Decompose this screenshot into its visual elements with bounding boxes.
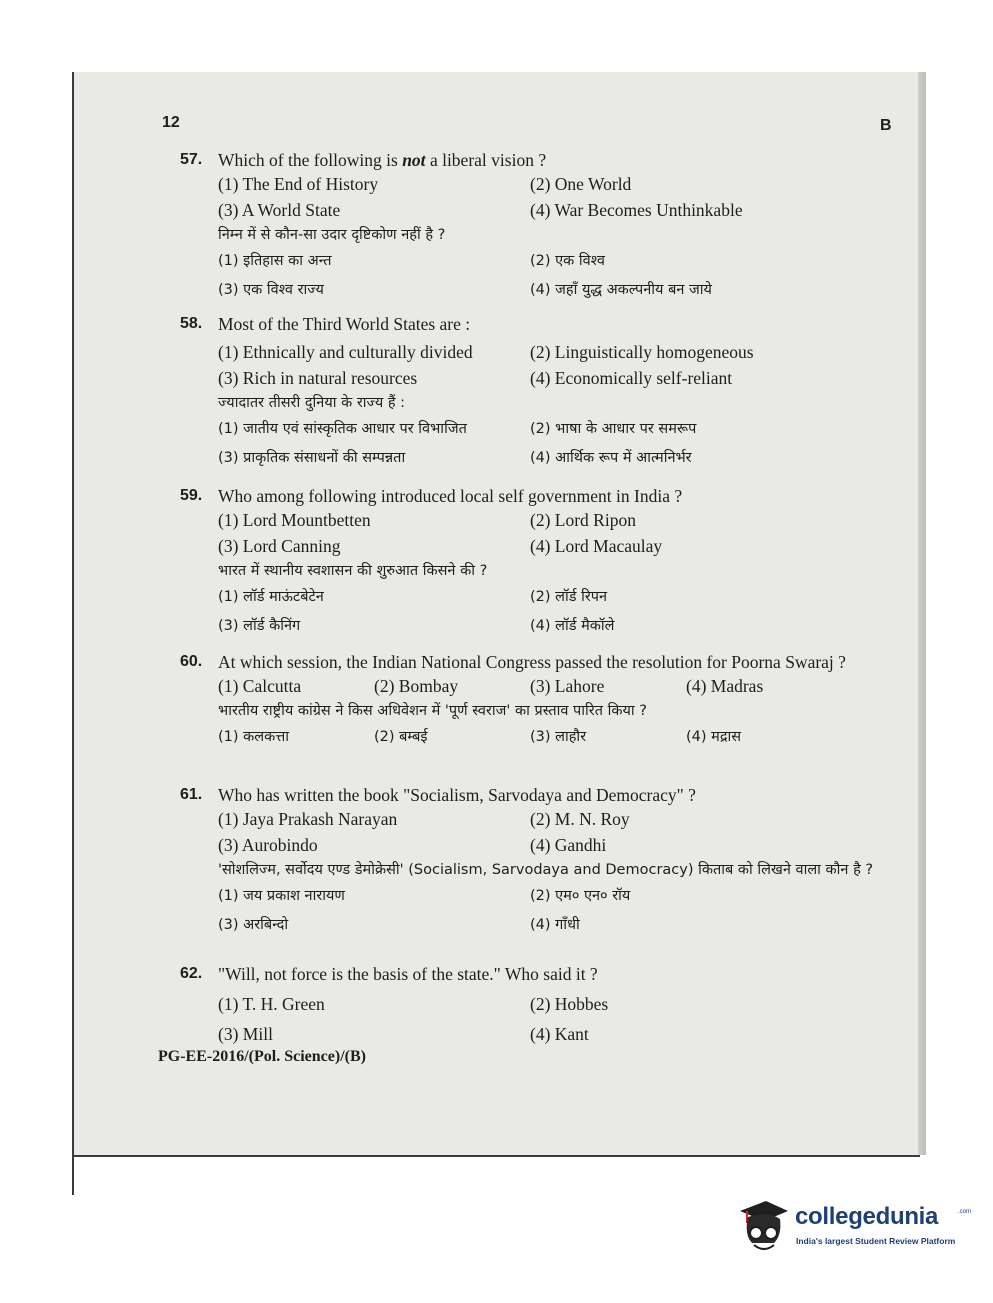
option: (3) A World State (218, 200, 341, 220)
options-hindi (218, 724, 880, 751)
option: (3) Lahore (530, 676, 605, 696)
option: (1) इतिहास का अन्त (218, 253, 332, 269)
question-60 (180, 650, 880, 751)
question-text: Who among following introduced local self government in India ? (218, 486, 683, 506)
options (218, 807, 880, 857)
student-mascot-icon (738, 1197, 790, 1255)
option: (3) Mill (218, 1024, 273, 1044)
question-number: 57. (180, 151, 203, 168)
option: (4) Madras (686, 676, 764, 696)
option: (2) भाषा के आधार पर समरूप (530, 421, 697, 437)
option: (1) Jaya Prakash Narayan (218, 809, 398, 829)
question-text: Most of the Third World States are : (218, 314, 471, 334)
options-hindi (218, 584, 880, 640)
option: (3) Aurobindo (218, 835, 318, 855)
option: (4) गाँधी (530, 917, 580, 933)
question-61 (180, 783, 880, 939)
options-hindi (218, 248, 880, 304)
brand-suffix: .com (958, 1209, 972, 1215)
option: (4) लॉर्ड मैकॉले (530, 618, 615, 634)
options (218, 508, 880, 558)
option: (4) Gandhi (530, 835, 607, 855)
option: (1) जय प्रकाश नारायण (218, 888, 345, 904)
question-text-hindi: निम्न में से कौन-सा उदार दृष्टिकोण नहीं है ? (218, 227, 446, 243)
option: (1) लॉर्ड माऊंटबेटेन (218, 589, 324, 605)
option: (1) कलकत्ता (218, 729, 290, 745)
option: (1) The End of History (218, 174, 379, 194)
option: (2) एम० एन० रॉय (530, 888, 631, 904)
question-62 (180, 962, 880, 1046)
option: (4) Lord Macaulay (530, 536, 663, 556)
options-hindi (218, 883, 880, 939)
option: (1) Ethnically and culturally divided (218, 342, 473, 362)
options (218, 992, 880, 1046)
option: (1) जातीय एवं सांस्कृतिक आधार पर विभाजित (218, 421, 467, 437)
question-58 (180, 312, 880, 472)
question-text: Who has written the book "Socialism, Sarvodaya and Democracy" ? (218, 785, 696, 805)
option: (3) प्राकृतिक संसाधनों की सम्पन्नता (218, 450, 406, 466)
options (218, 340, 880, 390)
option: (3) Lord Canning (218, 536, 341, 556)
options-hindi (218, 416, 880, 472)
option: (3) लाहौर (530, 729, 587, 745)
question-57 (180, 148, 880, 304)
option: (2) लॉर्ड रिपन (530, 589, 608, 605)
paper-set: B (880, 117, 892, 134)
question-text: "Will, not force is the basis of the state." Who said it ? (218, 964, 598, 984)
question-text-hindi: भारत में स्थानीय स्वशासन की शुरुआत किसने की ? (218, 563, 488, 579)
option: (2) एक विश्व (530, 253, 605, 269)
option: (3) Rich in natural resources (218, 368, 418, 388)
question-number: 61. (180, 786, 203, 803)
option: (3) अरबिन्दो (218, 917, 289, 933)
page-edge-shadow (918, 72, 926, 1155)
question-text-hindi: भारतीय राष्ट्रीय कांग्रेस ने किस अधिवेशन में 'पूर्ण स्वराज' का प्रस्ताव पारित किया ? (218, 703, 647, 719)
option: (2) बम्बई (374, 729, 428, 745)
scanned-page (72, 72, 920, 1157)
page-number: 12 (162, 114, 180, 131)
option: (4) जहाँ युद्ध अकल्पनीय बन जाये (530, 282, 712, 298)
question-number: 59. (180, 487, 203, 504)
option: (4) Economically self-reliant (530, 368, 733, 388)
question-text: Which of the following is not a liberal vision ? (218, 150, 547, 170)
question-number: 60. (180, 653, 203, 670)
question-text: At which session, the Indian National Congress passed the resolution for Poorna Swaraj ? (218, 652, 846, 672)
option: (3) लॉर्ड कैनिंग (218, 618, 301, 634)
option: (3) एक विश्व राज्य (218, 282, 324, 298)
options (218, 674, 880, 698)
brand-logo (738, 1197, 972, 1257)
brand-name: collegedunia (795, 1203, 939, 1230)
option: (1) T. H. Green (218, 994, 325, 1014)
brand-tagline: India's largest Student Review Platform (796, 1236, 956, 1246)
option: (2) Hobbes (530, 994, 609, 1014)
options (218, 172, 880, 222)
question-text-hindi: ज्यादातर तीसरी दुनिया के राज्य हैं : (218, 395, 406, 411)
question-59 (180, 484, 880, 640)
option: (2) Linguistically homogeneous (530, 342, 754, 362)
binder-line (72, 1157, 74, 1195)
option: (2) M. N. Roy (530, 809, 630, 829)
question-number: 58. (180, 315, 203, 332)
question-text-hindi: 'सोशलिज्म, सर्वोदय एण्ड डेमोक्रेसी' (Socialism, Sarvodaya and Democracy) किताब को लिखने वाला कौन है ? (218, 862, 874, 878)
option: (2) Bombay (374, 676, 459, 696)
option: (4) War Becomes Unthinkable (530, 200, 743, 220)
option: (2) One World (530, 174, 632, 194)
option: (2) Lord Ripon (530, 510, 636, 530)
option: (4) मद्रास (686, 729, 742, 745)
option: (4) आर्थिक रूप में आत्मनिर्भर (530, 450, 692, 466)
paper-code: PG-EE-2016/(Pol. Science)/(B) (158, 1048, 366, 1065)
option: (1) Lord Mountbetten (218, 510, 371, 530)
question-number: 62. (180, 965, 203, 982)
option: (4) Kant (530, 1024, 589, 1044)
option: (1) Calcutta (218, 676, 302, 696)
